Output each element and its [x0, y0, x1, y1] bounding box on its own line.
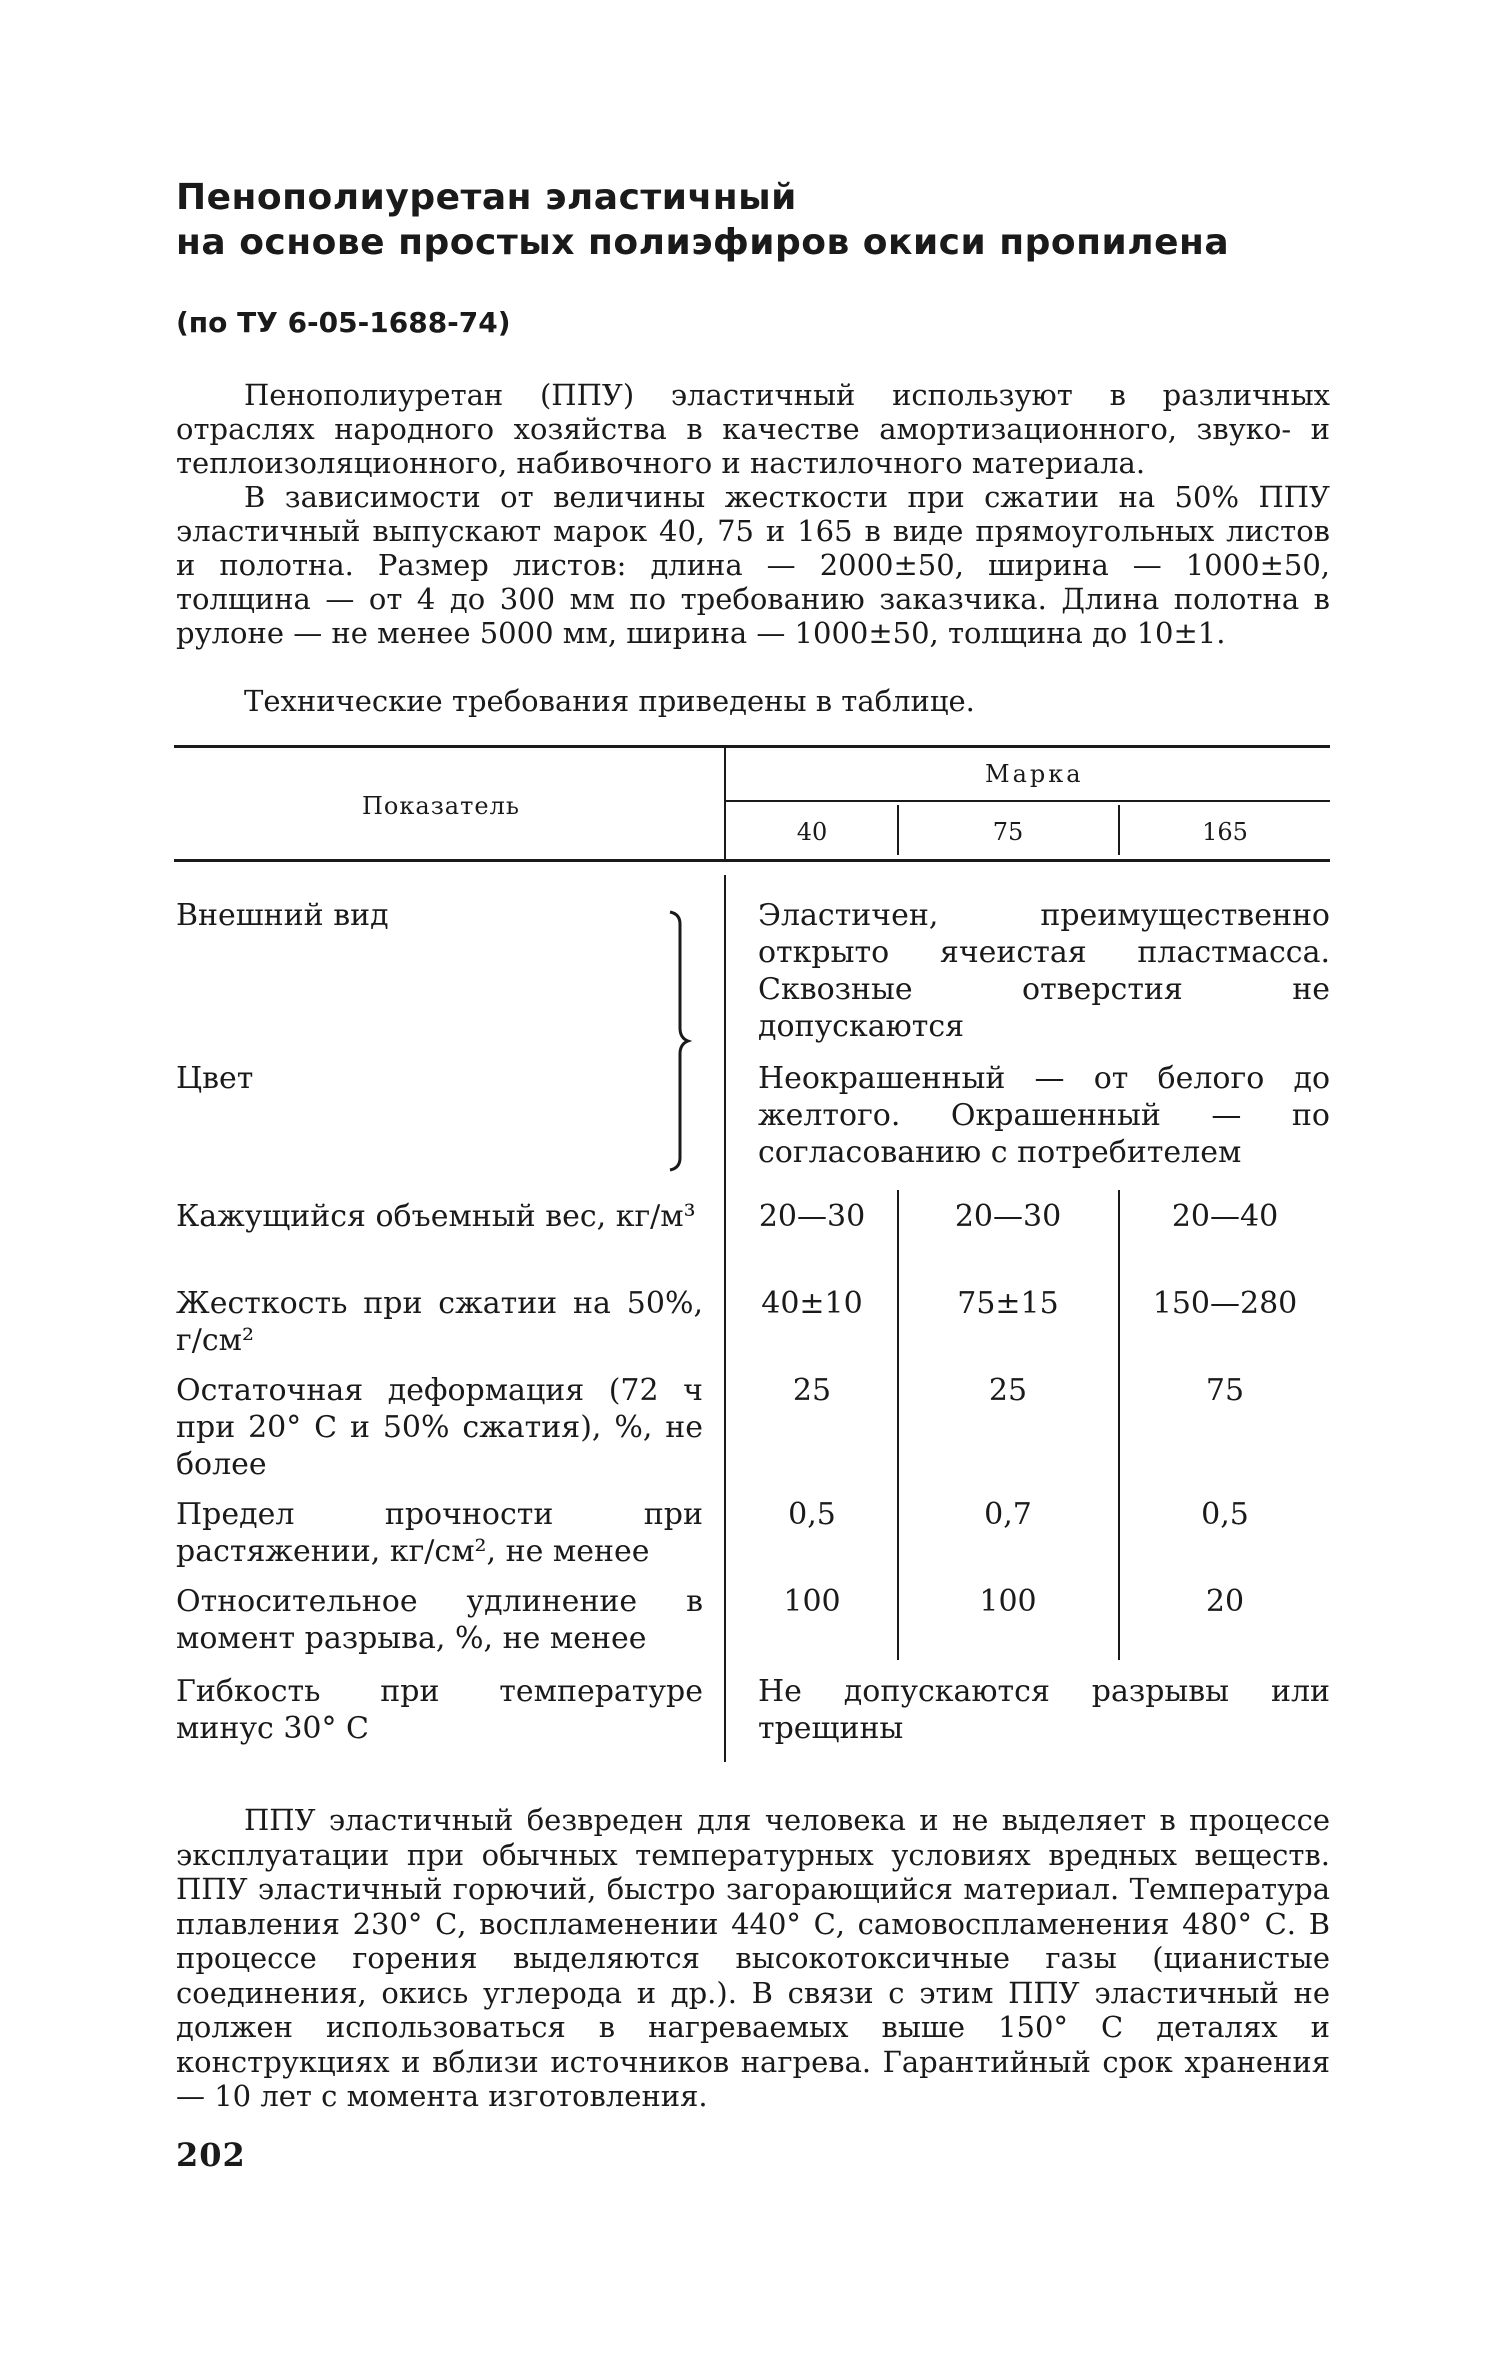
value-density-165: 20—40: [1171, 1199, 1279, 1234]
row-label-hardness: Жесткость при сжатии на 50%, г/см²: [176, 1286, 703, 1358]
value-flexibility: Не допускаются разрывы или трещины: [758, 1674, 1330, 1746]
value-tensile-75: 0,7: [984, 1497, 1032, 1532]
intro-paragraph-3: Технические требования приведены в таблице.: [244, 684, 975, 718]
value-density-40: 20—30: [758, 1199, 866, 1234]
value-deformation-165: 75: [1205, 1373, 1245, 1408]
intro-paragraph-1: Пенополиуретан (ППУ) эластичный используют в различных отраслях народного хозяйства в качестве амортизационного, звуко- и теплоизоляционного, набивочного и настилочного материала.: [176, 378, 1330, 480]
header-divider: [724, 748, 726, 860]
header-grade-75: 75: [992, 818, 1024, 846]
document-title: [176, 175, 1326, 265]
row-label-color: Цвет: [176, 1061, 254, 1096]
value-tensile-40: 0,5: [788, 1497, 836, 1532]
table-top-rule: [174, 745, 1330, 748]
value-deformation-75: 25: [988, 1373, 1028, 1408]
title-line-2: на основе простых полиэфиров окиси пропилена: [176, 222, 1230, 263]
value-elongation-165: 20: [1205, 1584, 1245, 1619]
value-color: Неокрашенный — от белого до желтого. Окрашенный — по согласованию с потребителем: [758, 1061, 1330, 1170]
row-label-density: Кажущийся объемный вес, кг/м³: [176, 1199, 696, 1234]
value-tensile-165: 0,5: [1201, 1497, 1249, 1532]
value-elongation-75: 100: [979, 1584, 1037, 1619]
header-grade-40: 40: [796, 818, 828, 846]
spec-reference: (по ТУ 6-05-1688-74): [176, 306, 511, 339]
closing-paragraph: ППУ эластичный безвреден для человека и не выделяет в процессе эксплуатации при обычных температурных условиях вредных веществ. ППУ эластичный горючий, быстро загорающийся материал. Температура плавления 230° С, воспламенении 440° С, самовоспламенения 480° С. В процессе горения выделяются высокотоксичные газы (цианистые соединения, окись углерода и др.). В связи с этим ППУ эластичный не должен использоваться в нагреваемых выше 150° С деталях и конструкциях и вблизи источников нагрева. Гарантийный срок хранения — 10 лет с момента изготовления.: [176, 1803, 1330, 2113]
value-hardness-40: 40±10: [761, 1286, 863, 1321]
value-density-75: 20—30: [954, 1199, 1062, 1234]
value-elongation-40: 100: [783, 1584, 841, 1619]
body-divider: [724, 875, 726, 1762]
intro-paragraph-2: В зависимости от величины жесткости при сжатии на 50% ППУ эластичный выпускают марок 40, 75 и 165 в виде прямоугольных листов и полотна. Размер листов: длина — 2000±50, ширина — 1000±50, толщина — от 4 до 300 мм по требованию заказчика. Длина полотна в рулоне — не менее 5000 мм, ширина — 1000±50, толщина до 10±1.: [176, 480, 1330, 650]
row-label-tensile: Предел прочности при растяжении, кг/см², не менее: [176, 1497, 703, 1569]
value-deformation-40: 25: [792, 1373, 832, 1408]
header-grade: Марка: [985, 760, 1084, 788]
value-hardness-165: 150—280: [1152, 1286, 1298, 1321]
page-number: 202: [176, 2136, 246, 2174]
row-label-deformation: Остаточная деформация (72 ч при 20° С и 50% сжатия), %, не более: [176, 1373, 703, 1482]
header-grade-rule: [726, 800, 1330, 802]
right-brace-icon: [668, 910, 692, 1172]
row-label-appearance: Внешний вид: [176, 898, 389, 933]
header-indicator: Показатель: [362, 792, 520, 820]
header-grade-165: 165: [1202, 818, 1248, 846]
value-hardness-75: 75±15: [957, 1286, 1059, 1321]
value-appearance: Эластичен, преимущественно открыто ячеистая пластмасса. Сквозные отверстия не допускаются: [758, 898, 1330, 1044]
row-label-flexibility: Гибкость при температуре минус 30° С: [176, 1674, 703, 1746]
title-line-1: Пенополиуретан эластичный: [176, 177, 797, 218]
row-label-elongation: Относительное удлинение в момент разрыва, %, не менее: [176, 1584, 703, 1656]
header-bottom-rule: [174, 859, 1330, 862]
